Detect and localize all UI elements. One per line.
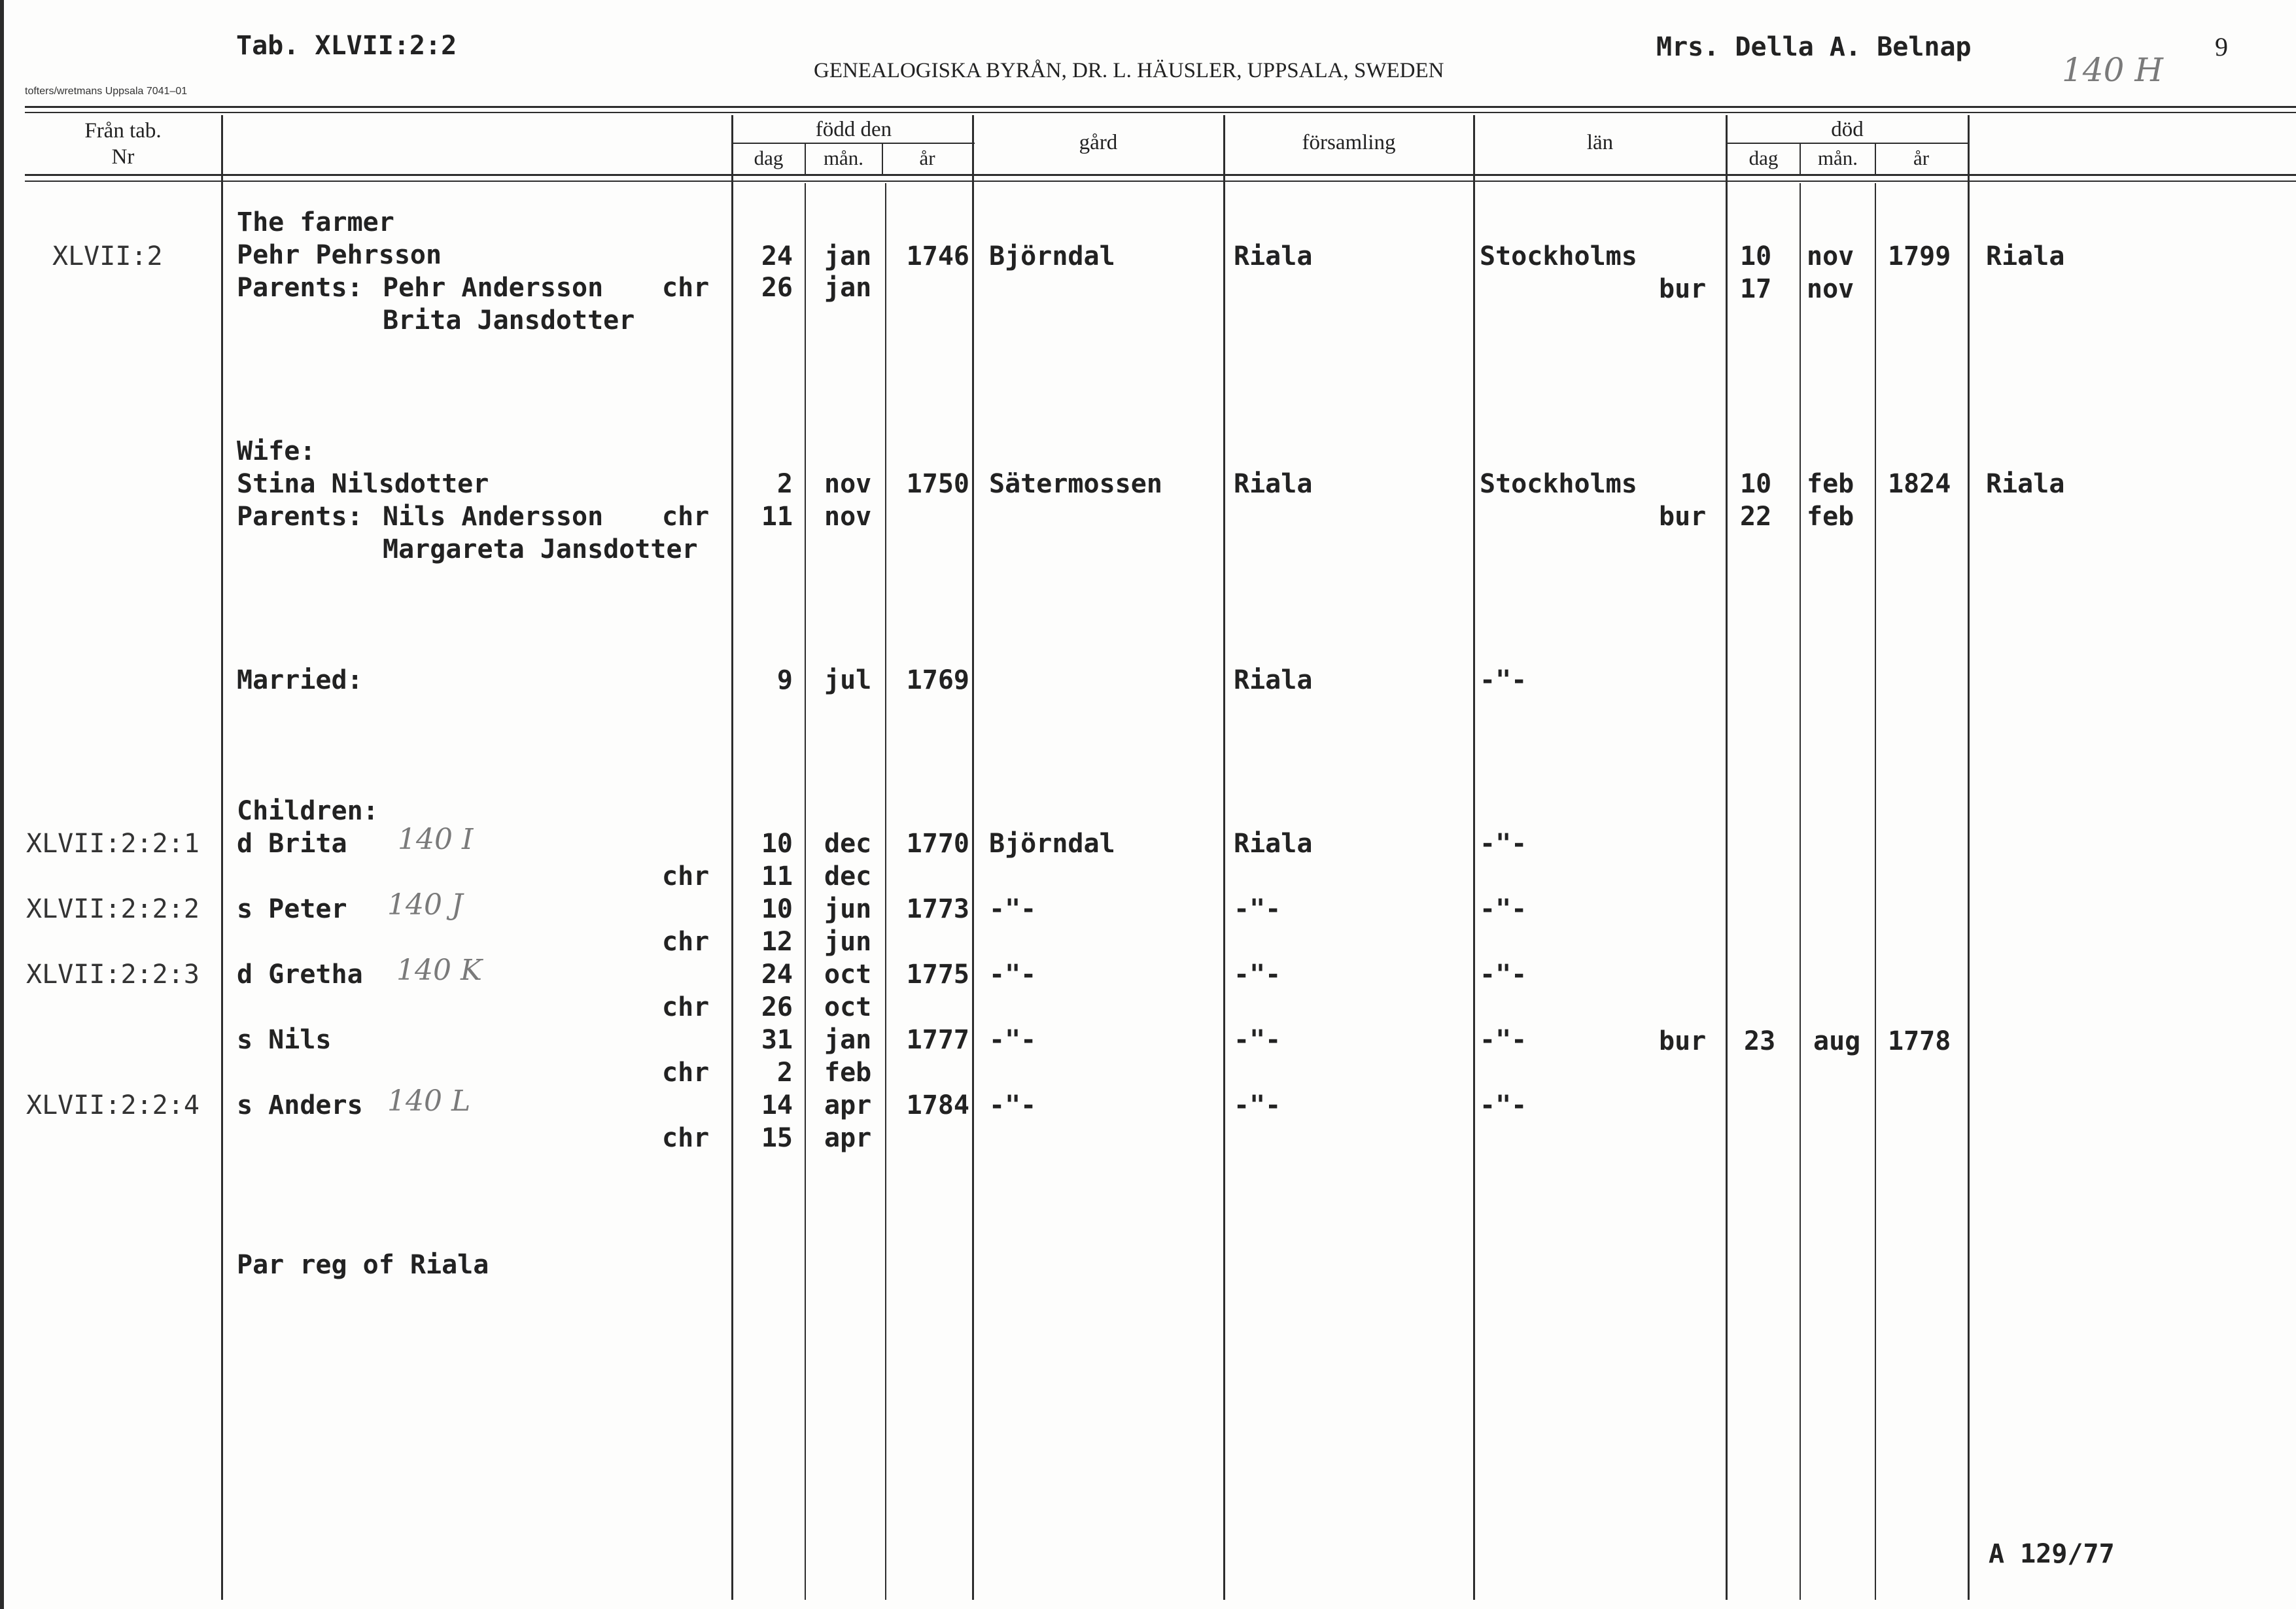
farmer-parents-label: Parents: — [237, 273, 363, 303]
header-rule-bottom — [25, 174, 2296, 176]
child-chr-day: 2 — [776, 1058, 793, 1088]
wife-birth-year: 1750 — [906, 469, 969, 499]
child-forsamling: -"- — [1234, 1090, 1281, 1120]
child-gard: -"- — [989, 960, 1037, 990]
farmer-death-month: nov — [1807, 241, 1854, 271]
child-birth-day: 10 — [761, 894, 793, 924]
tab-number: Tab. XLVII:2:2 — [236, 31, 457, 61]
col-header-fran-tab: Från tab. — [84, 119, 162, 143]
child-hand-ref: 140 J — [387, 888, 463, 922]
child-forsamling: -"- — [1234, 960, 1281, 990]
col-header-man: mån. — [823, 147, 864, 169]
wife-lan: Stockholms — [1480, 469, 1637, 499]
child-birth-year: 1775 — [906, 960, 969, 990]
child-chr-month: dec — [824, 861, 872, 891]
wife-chr-month: nov — [824, 502, 872, 532]
farmer-ref: XLVII:2 — [52, 241, 163, 271]
child-gard: Björndal — [989, 829, 1115, 859]
child-forsamling: -"- — [1234, 1025, 1281, 1055]
col-line-man — [885, 183, 886, 1600]
wife-father: Nils Andersson — [383, 502, 604, 532]
child-lan: -"- — [1480, 894, 1527, 924]
child-birth-year: 1770 — [906, 829, 969, 859]
wife-chr: chr — [662, 502, 710, 532]
page-number: 9 — [2215, 32, 2228, 61]
col-header-lan: län — [1586, 131, 1614, 154]
wife-death-month: feb — [1807, 469, 1854, 499]
child-birth-month: apr — [824, 1090, 872, 1120]
child-birth-day: 31 — [761, 1025, 793, 1055]
child-birth-month: dec — [824, 829, 872, 859]
farmer-chr-month: jan — [824, 273, 872, 303]
child-ref: XLVII:2:2:3 — [26, 960, 200, 990]
farmer-chr-day: 26 — [761, 273, 793, 303]
child-name: s Nils — [237, 1025, 332, 1055]
child-birth-year: 1773 — [906, 894, 969, 924]
married-month: jul — [824, 665, 872, 695]
farmer-father: Pehr Andersson — [383, 273, 604, 303]
wife-gard: Sätermossen — [989, 469, 1162, 499]
col-line-name — [731, 115, 733, 1600]
farmer-burial-month: nov — [1807, 274, 1854, 304]
wife-chr-day: 11 — [761, 502, 793, 532]
child-ref: XLVII:2:2:2 — [26, 894, 200, 924]
col-line-dod-dag-head — [1800, 144, 1801, 174]
child-hand-ref: 140 I — [398, 823, 474, 856]
farmer-name: Pehr Pehrsson — [237, 240, 442, 270]
col-header-dod-dag: dag — [1748, 147, 1779, 169]
child-birth-day: 10 — [761, 829, 793, 859]
child-chr-month: feb — [824, 1058, 872, 1088]
dod-subrule — [1727, 143, 1968, 144]
child-chr-day: 15 — [761, 1123, 793, 1153]
farmer-bur: bur — [1659, 274, 1707, 304]
source-note: Par reg of Riala — [237, 1250, 489, 1280]
wife-burial-month: feb — [1807, 502, 1854, 532]
col-header-dod: död — [1831, 118, 1864, 141]
col-header-dod-ar: år — [1913, 147, 1930, 169]
child-death-year: 1778 — [1888, 1026, 1951, 1056]
col-line-gard — [1223, 115, 1225, 1600]
fodd-subrule — [733, 143, 975, 144]
child-death-month: aug — [1813, 1026, 1861, 1056]
col-line-ar — [972, 115, 974, 1600]
col-header-dod-man: mån. — [1817, 147, 1858, 169]
married-day: 9 — [776, 665, 793, 695]
farmer-forsamling: Riala — [1234, 241, 1313, 271]
col-line-lan — [1726, 115, 1728, 1600]
child-gard: -"- — [989, 1090, 1037, 1120]
child-forsamling: Riala — [1234, 829, 1313, 859]
col-line-dod-ar — [1968, 115, 1970, 1600]
child-chr: chr — [662, 992, 710, 1022]
col-header-dag: dag — [754, 147, 784, 169]
child-birth-month: jan — [824, 1025, 872, 1055]
farmer-gard: Björndal — [989, 241, 1115, 271]
child-hand-ref: 140 L — [387, 1084, 471, 1118]
child-hand-ref: 140 K — [396, 954, 482, 987]
child-chr: chr — [662, 1058, 710, 1088]
col-header-gard: gård — [1079, 131, 1118, 154]
client-name: Mrs. Della A. Belnap — [1656, 32, 1972, 62]
child-birth-day: 24 — [761, 960, 793, 990]
child-birth-month: oct — [824, 960, 872, 990]
child-chr: chr — [662, 1123, 710, 1153]
col-line-forsamling — [1473, 115, 1475, 1600]
child-chr: chr — [662, 927, 710, 957]
married-lan: -"- — [1480, 665, 1527, 695]
col-line-dod-man-head — [1875, 144, 1876, 174]
married-label: Married: — [237, 665, 363, 695]
farmer-burial-day: 17 — [1740, 274, 1772, 304]
children-label: Children: — [237, 796, 379, 826]
wife-birth-month: nov — [824, 469, 872, 499]
wife-mother: Margareta Jansdotter — [383, 534, 698, 564]
child-name: d Gretha — [237, 960, 363, 990]
child-chr-day: 11 — [761, 861, 793, 891]
header-rule-top-2 — [25, 112, 2296, 113]
wife-death-year: 1824 — [1888, 469, 1951, 499]
child-name: s Peter — [237, 894, 347, 924]
col-header-ar: år — [919, 147, 935, 169]
wife-death-day: 10 — [1740, 469, 1772, 499]
child-gard: -"- — [989, 1025, 1037, 1055]
farmer-birth-day: 24 — [761, 241, 793, 271]
farmer-chr: chr — [662, 273, 710, 303]
wife-title: Wife: — [237, 436, 316, 466]
child-death-day: 23 — [1744, 1026, 1776, 1056]
child-ref: XLVII:2:2:1 — [26, 829, 200, 859]
child-birth-year: 1784 — [906, 1090, 969, 1120]
married-year: 1769 — [906, 665, 969, 695]
child-birth-year: 1777 — [906, 1025, 969, 1055]
col-line-dod-dag — [1800, 183, 1801, 1600]
child-chr-day: 12 — [761, 927, 793, 957]
child-chr: chr — [662, 861, 710, 891]
wife-bur: bur — [1659, 502, 1707, 532]
wife-parents-label: Parents: — [237, 502, 363, 532]
col-line-dod-man — [1875, 183, 1876, 1600]
wife-death-place: Riala — [1986, 469, 2065, 499]
col-header-fodd-den: född den — [815, 118, 892, 141]
farmer-title: The farmer — [237, 207, 394, 237]
child-lan: -"- — [1480, 960, 1527, 990]
col-header-nr: Nr — [111, 145, 135, 169]
wife-birth-day: 2 — [776, 469, 793, 499]
farmer-death-place: Riala — [1986, 241, 2065, 271]
col-line-dag-head — [805, 144, 806, 174]
col-header-forsamling: församling — [1302, 131, 1396, 154]
archive-reference: A 129/77 — [1989, 1539, 2115, 1569]
farmer-lan: Stockholms — [1480, 241, 1637, 271]
child-ref: XLVII:2:2:4 — [26, 1090, 200, 1120]
farmer-death-year: 1799 — [1888, 241, 1951, 271]
wife-name: Stina Nilsdotter — [237, 469, 489, 499]
header-rule-bottom-2 — [25, 181, 2296, 182]
wife-burial-day: 22 — [1740, 502, 1772, 532]
scan-edge — [0, 0, 4, 1609]
farmer-birth-month: jan — [824, 241, 872, 271]
child-chr-day: 26 — [761, 992, 793, 1022]
child-lan: -"- — [1480, 829, 1527, 859]
col-line-man-head — [882, 144, 883, 174]
child-birth-month: jun — [824, 894, 872, 924]
organization-name: GENEALOGISKA BYRÅN, DR. L. HÄUSLER, UPPSALA, SWEDEN — [814, 59, 1444, 82]
child-name: s Anders — [237, 1090, 363, 1120]
farmer-birth-year: 1746 — [906, 241, 969, 271]
married-forsamling: Riala — [1234, 665, 1313, 695]
wife-forsamling: Riala — [1234, 469, 1313, 499]
header-rule-top — [25, 106, 2296, 108]
farmer-death-day: 10 — [1740, 241, 1772, 271]
child-chr-month: oct — [824, 992, 872, 1022]
child-lan: -"- — [1480, 1025, 1527, 1055]
farmer-mother: Brita Jansdotter — [383, 305, 635, 336]
child-gard: -"- — [989, 894, 1037, 924]
child-bur: bur — [1659, 1026, 1707, 1056]
child-chr-month: apr — [824, 1123, 872, 1153]
child-birth-day: 14 — [761, 1090, 793, 1120]
col-line-nr — [221, 115, 223, 1600]
child-lan: -"- — [1480, 1090, 1527, 1120]
child-chr-month: jun — [824, 927, 872, 957]
child-name: d Brita — [237, 829, 347, 859]
col-line-dag — [805, 183, 806, 1600]
printer-imprint: tofters/wretmans Uppsala 7041–01 — [25, 86, 188, 97]
child-forsamling: -"- — [1234, 894, 1281, 924]
handwritten-reference: 140 H — [2062, 51, 2163, 89]
